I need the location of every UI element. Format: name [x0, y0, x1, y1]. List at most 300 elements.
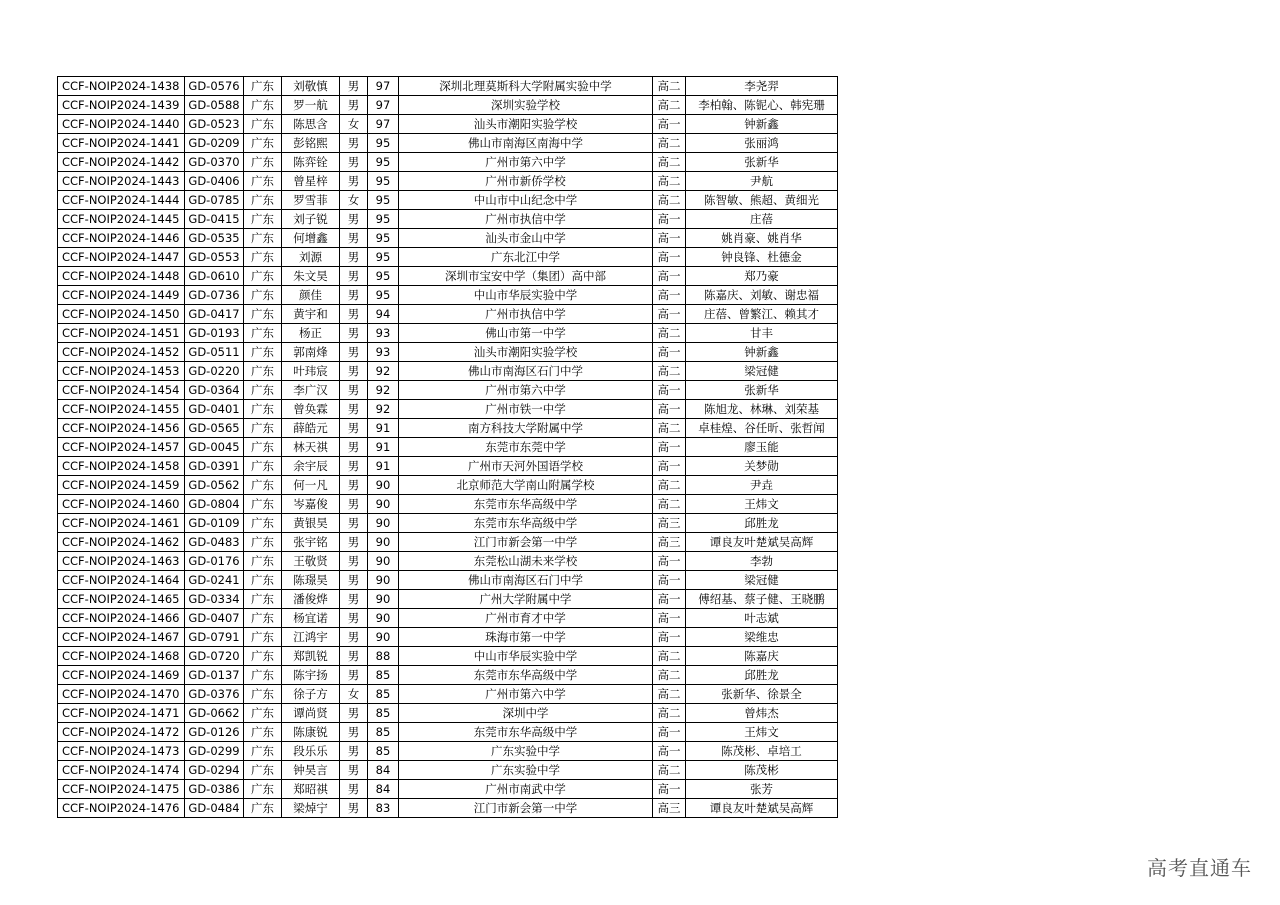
- school-name-cell: 深圳中学: [399, 704, 653, 723]
- score-cell: 83: [368, 799, 399, 818]
- contestant-id-cell: CCF-NOIP2024-1439: [58, 96, 185, 115]
- grade-cell: 高一: [653, 286, 686, 305]
- table-row: [58, 799, 838, 818]
- ticket-number-cell: GD-0610: [185, 267, 244, 286]
- student-name-cell: 杨正: [282, 324, 340, 343]
- ticket-number-cell: GD-0294: [185, 761, 244, 780]
- student-name-cell: 叶玮宸: [282, 362, 340, 381]
- grade-cell: 高二: [653, 77, 686, 96]
- gender-cell: 男: [340, 552, 368, 571]
- gender-cell: 男: [340, 666, 368, 685]
- gender-cell: 男: [340, 172, 368, 191]
- ticket-number-cell: GD-0407: [185, 609, 244, 628]
- score-cell: 84: [368, 761, 399, 780]
- student-name-cell: 刘源: [282, 248, 340, 267]
- table-row: [58, 77, 838, 96]
- school-name-cell: 广州市第六中学: [399, 685, 653, 704]
- contestant-id-cell: CCF-NOIP2024-1467: [58, 628, 185, 647]
- contestant-id-cell: CCF-NOIP2024-1476: [58, 799, 185, 818]
- score-cell: 95: [368, 248, 399, 267]
- table-row: [58, 267, 838, 286]
- table-row: [58, 248, 838, 267]
- student-name-cell: 曾奂霖: [282, 400, 340, 419]
- grade-cell: 高二: [653, 647, 686, 666]
- student-name-cell: 黄宇和: [282, 305, 340, 324]
- province-cell: 广东: [244, 533, 282, 552]
- school-name-cell: 广州市第六中学: [399, 153, 653, 172]
- table-row: [58, 514, 838, 533]
- grade-cell: 高二: [653, 761, 686, 780]
- ticket-number-cell: GD-0386: [185, 780, 244, 799]
- gender-cell: 男: [340, 267, 368, 286]
- student-name-cell: 段乐乐: [282, 742, 340, 761]
- student-name-cell: 余宇辰: [282, 457, 340, 476]
- contestant-id-cell: CCF-NOIP2024-1459: [58, 476, 185, 495]
- gender-cell: 女: [340, 191, 368, 210]
- grade-cell: 高二: [653, 362, 686, 381]
- score-cell: 95: [368, 229, 399, 248]
- coach-names-cell: 张新华: [686, 381, 838, 400]
- score-cell: 97: [368, 96, 399, 115]
- score-cell: 92: [368, 381, 399, 400]
- gender-cell: 男: [340, 723, 368, 742]
- table-row: [58, 419, 838, 438]
- coach-names-cell: 张芳: [686, 780, 838, 799]
- gender-cell: 男: [340, 476, 368, 495]
- contestant-id-cell: CCF-NOIP2024-1448: [58, 267, 185, 286]
- student-name-cell: 陈璟昊: [282, 571, 340, 590]
- coach-names-cell: 郑乃豪: [686, 267, 838, 286]
- contestant-id-cell: CCF-NOIP2024-1475: [58, 780, 185, 799]
- coach-names-cell: 李柏翰、陈铌心、韩宪珊: [686, 96, 838, 115]
- student-name-cell: 王敬贤: [282, 552, 340, 571]
- grade-cell: 高一: [653, 457, 686, 476]
- grade-cell: 高二: [653, 419, 686, 438]
- province-cell: 广东: [244, 647, 282, 666]
- score-cell: 90: [368, 590, 399, 609]
- score-cell: 92: [368, 362, 399, 381]
- school-name-cell: 东莞市东莞中学: [399, 438, 653, 457]
- table-row: [58, 229, 838, 248]
- coach-names-cell: 陈茂彬: [686, 761, 838, 780]
- score-cell: 90: [368, 552, 399, 571]
- score-cell: 95: [368, 153, 399, 172]
- score-cell: 91: [368, 457, 399, 476]
- school-name-cell: 广州市新侨学校: [399, 172, 653, 191]
- grade-cell: 高三: [653, 514, 686, 533]
- grade-cell: 高一: [653, 742, 686, 761]
- student-name-cell: 薛皓元: [282, 419, 340, 438]
- student-name-cell: 罗雪菲: [282, 191, 340, 210]
- score-cell: 85: [368, 723, 399, 742]
- grade-cell: 高二: [653, 96, 686, 115]
- score-cell: 97: [368, 77, 399, 96]
- ticket-number-cell: GD-0736: [185, 286, 244, 305]
- school-name-cell: 汕头市潮阳实验学校: [399, 343, 653, 362]
- ticket-number-cell: GD-0523: [185, 115, 244, 134]
- score-cell: 90: [368, 609, 399, 628]
- gender-cell: 女: [340, 685, 368, 704]
- coach-names-cell: 陈智敏、熊超、黄细光: [686, 191, 838, 210]
- gender-cell: 男: [340, 799, 368, 818]
- school-name-cell: 中山市中山纪念中学: [399, 191, 653, 210]
- ticket-number-cell: GD-0376: [185, 685, 244, 704]
- score-cell: 85: [368, 666, 399, 685]
- ticket-number-cell: GD-0241: [185, 571, 244, 590]
- gender-cell: 男: [340, 381, 368, 400]
- ticket-number-cell: GD-0364: [185, 381, 244, 400]
- school-name-cell: 广州市铁一中学: [399, 400, 653, 419]
- gender-cell: 男: [340, 343, 368, 362]
- student-name-cell: 郑凯锐: [282, 647, 340, 666]
- gender-cell: 男: [340, 647, 368, 666]
- score-cell: 85: [368, 685, 399, 704]
- school-name-cell: 江门市新会第一中学: [399, 799, 653, 818]
- ticket-number-cell: GD-0109: [185, 514, 244, 533]
- table-row: [58, 381, 838, 400]
- coach-names-cell: 钟新鑫: [686, 115, 838, 134]
- province-cell: 广东: [244, 210, 282, 229]
- table-row: [58, 590, 838, 609]
- coach-names-cell: 邱胜龙: [686, 666, 838, 685]
- student-name-cell: 黄银昊: [282, 514, 340, 533]
- table-row: [58, 96, 838, 115]
- province-cell: 广东: [244, 305, 282, 324]
- ticket-number-cell: GD-0045: [185, 438, 244, 457]
- table-row: [58, 723, 838, 742]
- contestant-id-cell: CCF-NOIP2024-1465: [58, 590, 185, 609]
- ticket-number-cell: GD-0299: [185, 742, 244, 761]
- province-cell: 广东: [244, 400, 282, 419]
- grade-cell: 高二: [653, 324, 686, 343]
- contestant-id-cell: CCF-NOIP2024-1444: [58, 191, 185, 210]
- contestant-id-cell: CCF-NOIP2024-1451: [58, 324, 185, 343]
- gender-cell: 男: [340, 400, 368, 419]
- table-row: [58, 571, 838, 590]
- score-cell: 95: [368, 286, 399, 305]
- school-name-cell: 南方科技大学附属中学: [399, 419, 653, 438]
- school-name-cell: 东莞市东华高级中学: [399, 495, 653, 514]
- student-name-cell: 杨宜诺: [282, 609, 340, 628]
- score-cell: 90: [368, 514, 399, 533]
- contestant-id-cell: CCF-NOIP2024-1471: [58, 704, 185, 723]
- score-cell: 90: [368, 533, 399, 552]
- coach-names-cell: 曾炜杰: [686, 704, 838, 723]
- coach-names-cell: 傅绍基、蔡子健、王晓鹏: [686, 590, 838, 609]
- contestant-id-cell: CCF-NOIP2024-1460: [58, 495, 185, 514]
- grade-cell: 高二: [653, 153, 686, 172]
- gender-cell: 男: [340, 210, 368, 229]
- school-name-cell: 中山市华辰实验中学: [399, 286, 653, 305]
- province-cell: 广东: [244, 229, 282, 248]
- gender-cell: 男: [340, 96, 368, 115]
- contestant-id-cell: CCF-NOIP2024-1454: [58, 381, 185, 400]
- grade-cell: 高二: [653, 495, 686, 514]
- province-cell: 广东: [244, 476, 282, 495]
- school-name-cell: 广州市育才中学: [399, 609, 653, 628]
- table-row: [58, 115, 838, 134]
- coach-names-cell: 尹航: [686, 172, 838, 191]
- grade-cell: 高一: [653, 609, 686, 628]
- ticket-number-cell: GD-0417: [185, 305, 244, 324]
- student-name-cell: 张宇铭: [282, 533, 340, 552]
- contestant-id-cell: CCF-NOIP2024-1461: [58, 514, 185, 533]
- province-cell: 广东: [244, 324, 282, 343]
- table-row: [58, 685, 838, 704]
- grade-cell: 高一: [653, 552, 686, 571]
- school-name-cell: 广州大学附属中学: [399, 590, 653, 609]
- table-row: [58, 210, 838, 229]
- coach-names-cell: 梁冠健: [686, 571, 838, 590]
- school-name-cell: 北京师范大学南山附属学校: [399, 476, 653, 495]
- table-row: [58, 153, 838, 172]
- grade-cell: 高二: [653, 704, 686, 723]
- table-row: [58, 476, 838, 495]
- contestant-id-cell: CCF-NOIP2024-1470: [58, 685, 185, 704]
- grade-cell: 高二: [653, 666, 686, 685]
- school-name-cell: 东莞市东华高级中学: [399, 514, 653, 533]
- school-name-cell: 中山市华辰实验中学: [399, 647, 653, 666]
- contestant-id-cell: CCF-NOIP2024-1455: [58, 400, 185, 419]
- province-cell: 广东: [244, 495, 282, 514]
- score-cell: 91: [368, 419, 399, 438]
- gender-cell: 男: [340, 780, 368, 799]
- ticket-number-cell: GD-0720: [185, 647, 244, 666]
- school-name-cell: 东莞市东华高级中学: [399, 666, 653, 685]
- table-row: [58, 343, 838, 362]
- contestant-id-cell: CCF-NOIP2024-1466: [58, 609, 185, 628]
- grade-cell: 高一: [653, 628, 686, 647]
- school-name-cell: 佛山市南海区石门中学: [399, 571, 653, 590]
- province-cell: 广东: [244, 438, 282, 457]
- school-name-cell: 广州市执信中学: [399, 210, 653, 229]
- contestant-id-cell: CCF-NOIP2024-1472: [58, 723, 185, 742]
- ticket-number-cell: GD-0391: [185, 457, 244, 476]
- score-cell: 94: [368, 305, 399, 324]
- grade-cell: 高二: [653, 172, 686, 191]
- province-cell: 广东: [244, 153, 282, 172]
- province-cell: 广东: [244, 96, 282, 115]
- gender-cell: 男: [340, 305, 368, 324]
- score-cell: 93: [368, 343, 399, 362]
- school-name-cell: 江门市新会第一中学: [399, 533, 653, 552]
- coach-names-cell: 尹垚: [686, 476, 838, 495]
- province-cell: 广东: [244, 628, 282, 647]
- province-cell: 广东: [244, 514, 282, 533]
- ticket-number-cell: GD-0791: [185, 628, 244, 647]
- ticket-number-cell: GD-0785: [185, 191, 244, 210]
- student-name-cell: 郑昭祺: [282, 780, 340, 799]
- contestant-id-cell: CCF-NOIP2024-1458: [58, 457, 185, 476]
- contestant-id-cell: CCF-NOIP2024-1442: [58, 153, 185, 172]
- student-name-cell: 钟昊言: [282, 761, 340, 780]
- province-cell: 广东: [244, 115, 282, 134]
- score-cell: 93: [368, 324, 399, 343]
- coach-names-cell: 张新华、徐景全: [686, 685, 838, 704]
- coach-names-cell: 庄蓓: [686, 210, 838, 229]
- grade-cell: 高一: [653, 438, 686, 457]
- grade-cell: 高二: [653, 685, 686, 704]
- table-row: [58, 628, 838, 647]
- student-name-cell: 颜佳: [282, 286, 340, 305]
- school-name-cell: 东莞松山湖未来学校: [399, 552, 653, 571]
- school-name-cell: 佛山市第一中学: [399, 324, 653, 343]
- school-name-cell: 广州市南武中学: [399, 780, 653, 799]
- coach-names-cell: 钟新鑫: [686, 343, 838, 362]
- coach-names-cell: 陈旭龙、林琳、刘荣基: [686, 400, 838, 419]
- gender-cell: 男: [340, 248, 368, 267]
- student-name-cell: 岑嘉俊: [282, 495, 340, 514]
- gender-cell: 男: [340, 761, 368, 780]
- table-row: [58, 438, 838, 457]
- school-name-cell: 广东实验中学: [399, 761, 653, 780]
- ticket-number-cell: GD-0137: [185, 666, 244, 685]
- coach-names-cell: 廖玉能: [686, 438, 838, 457]
- contestant-id-cell: CCF-NOIP2024-1445: [58, 210, 185, 229]
- province-cell: 广东: [244, 381, 282, 400]
- coach-names-cell: 梁冠健: [686, 362, 838, 381]
- contestant-id-cell: CCF-NOIP2024-1462: [58, 533, 185, 552]
- province-cell: 广东: [244, 267, 282, 286]
- grade-cell: 高三: [653, 533, 686, 552]
- province-cell: 广东: [244, 248, 282, 267]
- grade-cell: 高一: [653, 248, 686, 267]
- student-name-cell: 徐子方: [282, 685, 340, 704]
- province-cell: 广东: [244, 742, 282, 761]
- gender-cell: 男: [340, 704, 368, 723]
- ticket-number-cell: GD-0804: [185, 495, 244, 514]
- table-row: [58, 761, 838, 780]
- coach-names-cell: 梁维忠: [686, 628, 838, 647]
- table-row: [58, 609, 838, 628]
- school-name-cell: 汕头市金山中学: [399, 229, 653, 248]
- coach-names-cell: 邱胜龙: [686, 514, 838, 533]
- table-row: [58, 495, 838, 514]
- ticket-number-cell: GD-0370: [185, 153, 244, 172]
- gender-cell: 男: [340, 229, 368, 248]
- province-cell: 广东: [244, 362, 282, 381]
- table-row: [58, 324, 838, 343]
- gender-cell: 男: [340, 533, 368, 552]
- province-cell: 广东: [244, 590, 282, 609]
- score-cell: 90: [368, 571, 399, 590]
- ticket-number-cell: GD-0565: [185, 419, 244, 438]
- score-cell: 97: [368, 115, 399, 134]
- gender-cell: 男: [340, 77, 368, 96]
- score-cell: 95: [368, 191, 399, 210]
- score-cell: 95: [368, 267, 399, 286]
- contestant-id-cell: CCF-NOIP2024-1446: [58, 229, 185, 248]
- school-name-cell: 广州市第六中学: [399, 381, 653, 400]
- school-name-cell: 佛山市南海区石门中学: [399, 362, 653, 381]
- contestant-id-cell: CCF-NOIP2024-1441: [58, 134, 185, 153]
- gender-cell: 男: [340, 362, 368, 381]
- gender-cell: 男: [340, 134, 368, 153]
- contestant-id-cell: CCF-NOIP2024-1468: [58, 647, 185, 666]
- table-row: [58, 134, 838, 153]
- gender-cell: 男: [340, 609, 368, 628]
- coach-names-cell: 王炜文: [686, 723, 838, 742]
- table-row: [58, 457, 838, 476]
- score-cell: 95: [368, 134, 399, 153]
- score-cell: 85: [368, 704, 399, 723]
- coach-names-cell: 钟良锋、杜德金: [686, 248, 838, 267]
- ticket-number-cell: GD-0662: [185, 704, 244, 723]
- student-name-cell: 罗一航: [282, 96, 340, 115]
- province-cell: 广东: [244, 666, 282, 685]
- grade-cell: 高一: [653, 381, 686, 400]
- gender-cell: 男: [340, 438, 368, 457]
- student-name-cell: 刘子锐: [282, 210, 340, 229]
- coach-names-cell: 陈嘉庆、刘敏、谢忠福: [686, 286, 838, 305]
- table-row: [58, 704, 838, 723]
- student-name-cell: 曾星梓: [282, 172, 340, 191]
- table-row: [58, 780, 838, 799]
- gender-cell: 男: [340, 419, 368, 438]
- student-name-cell: 江鸿宇: [282, 628, 340, 647]
- coach-names-cell: 张丽鸿: [686, 134, 838, 153]
- student-name-cell: 何增鑫: [282, 229, 340, 248]
- gender-cell: 男: [340, 457, 368, 476]
- score-cell: 88: [368, 647, 399, 666]
- province-cell: 广东: [244, 134, 282, 153]
- table-row: [58, 191, 838, 210]
- grade-cell: 高一: [653, 780, 686, 799]
- score-cell: 84: [368, 780, 399, 799]
- table-row: [58, 286, 838, 305]
- ticket-number-cell: GD-0401: [185, 400, 244, 419]
- coach-names-cell: 陈茂彬、卓培工: [686, 742, 838, 761]
- student-name-cell: 陈弈铨: [282, 153, 340, 172]
- table-row: [58, 666, 838, 685]
- student-name-cell: 陈康锐: [282, 723, 340, 742]
- coach-names-cell: 甘丰: [686, 324, 838, 343]
- student-name-cell: 林天祺: [282, 438, 340, 457]
- coach-names-cell: 卓桂煌、谷任昕、张哲闻: [686, 419, 838, 438]
- ticket-number-cell: GD-0176: [185, 552, 244, 571]
- school-name-cell: 广东实验中学: [399, 742, 653, 761]
- province-cell: 广东: [244, 419, 282, 438]
- student-name-cell: 陈思含: [282, 115, 340, 134]
- school-name-cell: 广州市天河外国语学校: [399, 457, 653, 476]
- ticket-number-cell: GD-0562: [185, 476, 244, 495]
- province-cell: 广东: [244, 571, 282, 590]
- coach-names-cell: 谭良友叶楚斌吴高辉: [686, 533, 838, 552]
- grade-cell: 高一: [653, 723, 686, 742]
- contestant-id-cell: CCF-NOIP2024-1463: [58, 552, 185, 571]
- student-name-cell: 谭尚贤: [282, 704, 340, 723]
- student-name-cell: 李广汉: [282, 381, 340, 400]
- school-name-cell: 佛山市南海区南海中学: [399, 134, 653, 153]
- province-cell: 广东: [244, 172, 282, 191]
- province-cell: 广东: [244, 761, 282, 780]
- gender-cell: 男: [340, 324, 368, 343]
- grade-cell: 高一: [653, 229, 686, 248]
- score-cell: 91: [368, 438, 399, 457]
- ticket-number-cell: GD-0484: [185, 799, 244, 818]
- contestant-id-cell: CCF-NOIP2024-1447: [58, 248, 185, 267]
- grade-cell: 高一: [653, 115, 686, 134]
- grade-cell: 高一: [653, 305, 686, 324]
- contestant-id-cell: CCF-NOIP2024-1464: [58, 571, 185, 590]
- province-cell: 广东: [244, 780, 282, 799]
- table-row: [58, 742, 838, 761]
- gender-cell: 男: [340, 514, 368, 533]
- contestant-id-cell: CCF-NOIP2024-1450: [58, 305, 185, 324]
- province-cell: 广东: [244, 552, 282, 571]
- table-row: [58, 533, 838, 552]
- score-cell: 95: [368, 172, 399, 191]
